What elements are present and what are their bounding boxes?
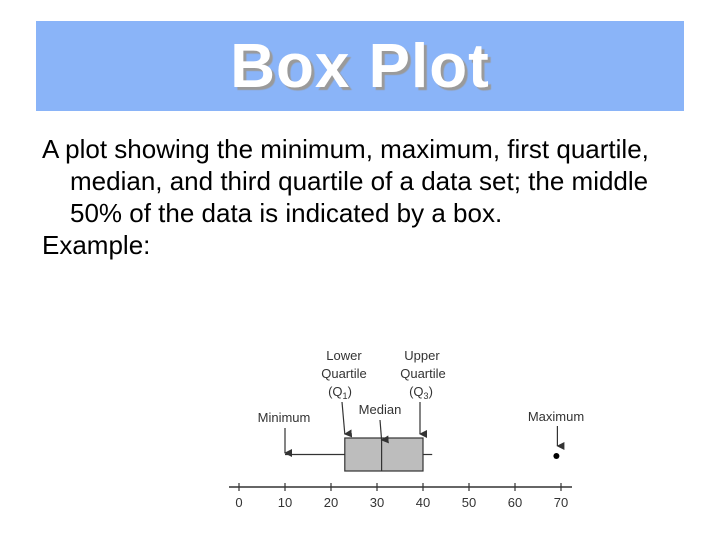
example-label: Example:: [42, 230, 151, 260]
x-tick-label: 30: [369, 495, 385, 510]
x-tick-label: 40: [415, 495, 431, 510]
maximum-point: [553, 453, 559, 459]
slide-title: Box Plot: [230, 31, 490, 101]
x-tick-label: 0: [235, 495, 243, 510]
upper-quartile-label-line3: $(Q_3)$: [409, 384, 433, 401]
lower-quartile-arrow: [342, 402, 345, 434]
maximum-label: Maximum: [527, 409, 585, 424]
x-tick-label: 60: [507, 495, 523, 510]
lower-quartile-label-line3: $(Q_1)$: [328, 384, 352, 401]
upper-quartile-label-line2: Quartile: [400, 366, 446, 381]
minimum-label: Minimum: [257, 410, 311, 425]
x-tick-label: 70: [553, 495, 569, 510]
upper-quartile-label-line1: Upper: [404, 348, 440, 363]
median-label: Median: [358, 402, 402, 417]
median-arrow: [380, 420, 382, 440]
x-tick-label: 10: [277, 495, 293, 510]
x-tick-label: 50: [461, 495, 477, 510]
definition-text: A plot showing the minimum, maximum, first quartile, median, and third quartile of a data set; the middle 50% of the data is indicated by a box.: [42, 134, 649, 228]
lower-quartile-label-line2: Quartile: [321, 366, 367, 381]
x-tick-label: 20: [323, 495, 339, 510]
lower-quartile-label-line1: Lower: [326, 348, 362, 363]
quartile-box: [345, 438, 423, 471]
